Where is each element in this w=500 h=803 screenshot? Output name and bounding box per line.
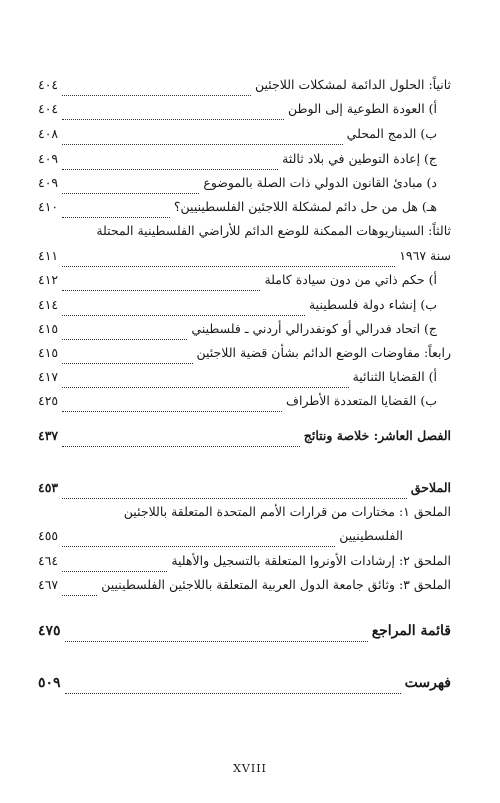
toc-entry xyxy=(38,393,451,415)
toc-entry xyxy=(38,577,451,599)
toc-entry-page: ٤١٢ xyxy=(38,272,59,287)
toc-entry-label: ب) الدمج المحلي xyxy=(346,126,437,141)
toc-entry-page: ٤٥٥ xyxy=(38,528,59,543)
toc-entry-index xyxy=(38,675,451,697)
toc-entry-page: ٤١٥ xyxy=(38,321,59,336)
toc-entry-page: ٤١٠ xyxy=(38,199,59,214)
toc-entry-page: ٥٠٩ xyxy=(38,675,61,691)
toc-entry xyxy=(38,77,451,99)
leader-dots xyxy=(62,183,199,194)
toc-entry-label: الملحق ٣: وثائق جامعة الدول العربية المتعلقة باللاجئين الفلسطينيين xyxy=(101,577,451,592)
toc-entry-references xyxy=(38,623,451,645)
toc-entry xyxy=(38,553,451,575)
toc-entry-label: قائمة المراجع xyxy=(371,623,451,639)
toc-entry-page: ٤١١ xyxy=(38,248,59,263)
toc-entry-label: أ) حكم ذاتي من دون سيادة كاملة xyxy=(264,272,437,287)
leader-dots xyxy=(62,329,187,340)
toc-entry-label: ثانياً: الحلول الدائمة لمشكلات اللاجئين xyxy=(254,77,451,92)
toc-entry-page: ٤٠٤ xyxy=(38,77,59,92)
leader-dots xyxy=(62,305,305,316)
leader-dots xyxy=(62,353,192,364)
leader-dots xyxy=(62,85,251,96)
toc-entry-label: الملحق ٢: إرشادات الأونروا المتعلقة بالتسجيل والأهلية xyxy=(171,553,451,568)
toc-entry-label: ج) اتحاد فدرالي أو كونفدرالي أردني ـ فلسطيني xyxy=(191,321,437,336)
toc-entry xyxy=(38,248,451,270)
toc-entry xyxy=(38,175,451,197)
toc-entry xyxy=(38,321,451,343)
leader-dots xyxy=(62,280,260,291)
toc-entry-label: أ) العودة الطوعية إلى الوطن xyxy=(288,101,437,116)
leader-dots xyxy=(62,134,343,145)
toc-entry-label: سنة ١٩٦٧ xyxy=(399,248,451,263)
toc-entry xyxy=(38,528,451,550)
toc-entry-chapter xyxy=(38,428,451,450)
toc-entry xyxy=(38,101,451,123)
toc-entry-page: ٤٦٧ xyxy=(38,577,59,592)
toc-entry-page: ٤١٤ xyxy=(38,297,59,312)
toc-entry xyxy=(38,272,451,294)
toc-entry xyxy=(38,126,451,148)
toc-entry-label: ب) إنشاء دولة فلسطينية xyxy=(308,297,437,312)
leader-dots xyxy=(62,488,407,499)
toc-entry-label: الفلسطينيين xyxy=(339,528,403,543)
leader-dots xyxy=(65,631,368,642)
toc-entry-heading-line: ثالثاً: السيناريوهات الممكنة للوضع الدائم للأراضي الفلسطينية المحتلة xyxy=(96,223,451,238)
toc-entry xyxy=(38,369,451,391)
toc-entry-label: هـ) هل من حل دائم لمشكلة اللاجئين الفلسطينيين؟ xyxy=(173,199,437,214)
toc-entry-page: ٤٣٧ xyxy=(38,428,59,443)
leader-dots xyxy=(62,436,300,447)
toc-entry-label: رابعاً: مفاوضات الوضع الدائم بشأن قضية اللاجئين xyxy=(196,345,451,360)
toc-entry-label: الفصل العاشر: خلاصة ونتائج xyxy=(303,428,451,443)
toc-entry-label: ج) إعادة التوطين في بلاد ثالثة xyxy=(282,151,437,166)
toc-entry xyxy=(38,297,451,319)
page-number: XVIII xyxy=(233,762,267,775)
toc-entry xyxy=(38,345,451,367)
toc-entry-label: د) مبادئ القانون الدولي ذات الصلة بالموضوع xyxy=(203,175,437,190)
toc-entry-heading-line: الملحق ١: مختارات من قرارات الأمم المتحدة المتعلقة باللاجئين xyxy=(123,504,451,519)
leader-dots xyxy=(65,683,401,694)
toc-entry-appendices xyxy=(38,480,451,502)
toc-entry-label: أ) القضايا الثنائية xyxy=(352,369,437,384)
leader-dots xyxy=(62,207,170,218)
toc-entry-label: فهرست xyxy=(404,675,451,691)
toc-entry xyxy=(38,199,451,221)
leader-dots xyxy=(62,561,167,572)
toc-entry-page: ٤١٧ xyxy=(38,369,59,384)
toc-entry-page: ٤٢٥ xyxy=(38,393,59,408)
toc-entry-page: ٤١٥ xyxy=(38,345,59,360)
toc-entry-label: الملاحق xyxy=(410,480,451,495)
toc-entry-page: ٤٥٣ xyxy=(38,480,59,495)
toc-entry-page: ٤٧٥ xyxy=(38,623,61,639)
leader-dots xyxy=(62,585,97,596)
toc-entry-page: ٤٠٩ xyxy=(38,175,59,190)
toc-entry-label: ب) القضايا المتعددة الأطراف xyxy=(286,393,437,408)
leader-dots xyxy=(62,256,395,267)
leader-dots xyxy=(62,377,348,388)
leader-dots xyxy=(62,109,284,120)
toc-entry xyxy=(38,151,451,173)
toc-entry-page: ٤٠٤ xyxy=(38,101,59,116)
toc-entry-page: ٤٦٤ xyxy=(38,553,59,568)
leader-dots xyxy=(62,536,335,547)
leader-dots xyxy=(62,159,278,170)
toc-entry-page: ٤٠٩ xyxy=(38,151,59,166)
toc-entry-page: ٤٠٨ xyxy=(38,126,59,141)
leader-dots xyxy=(62,401,282,412)
